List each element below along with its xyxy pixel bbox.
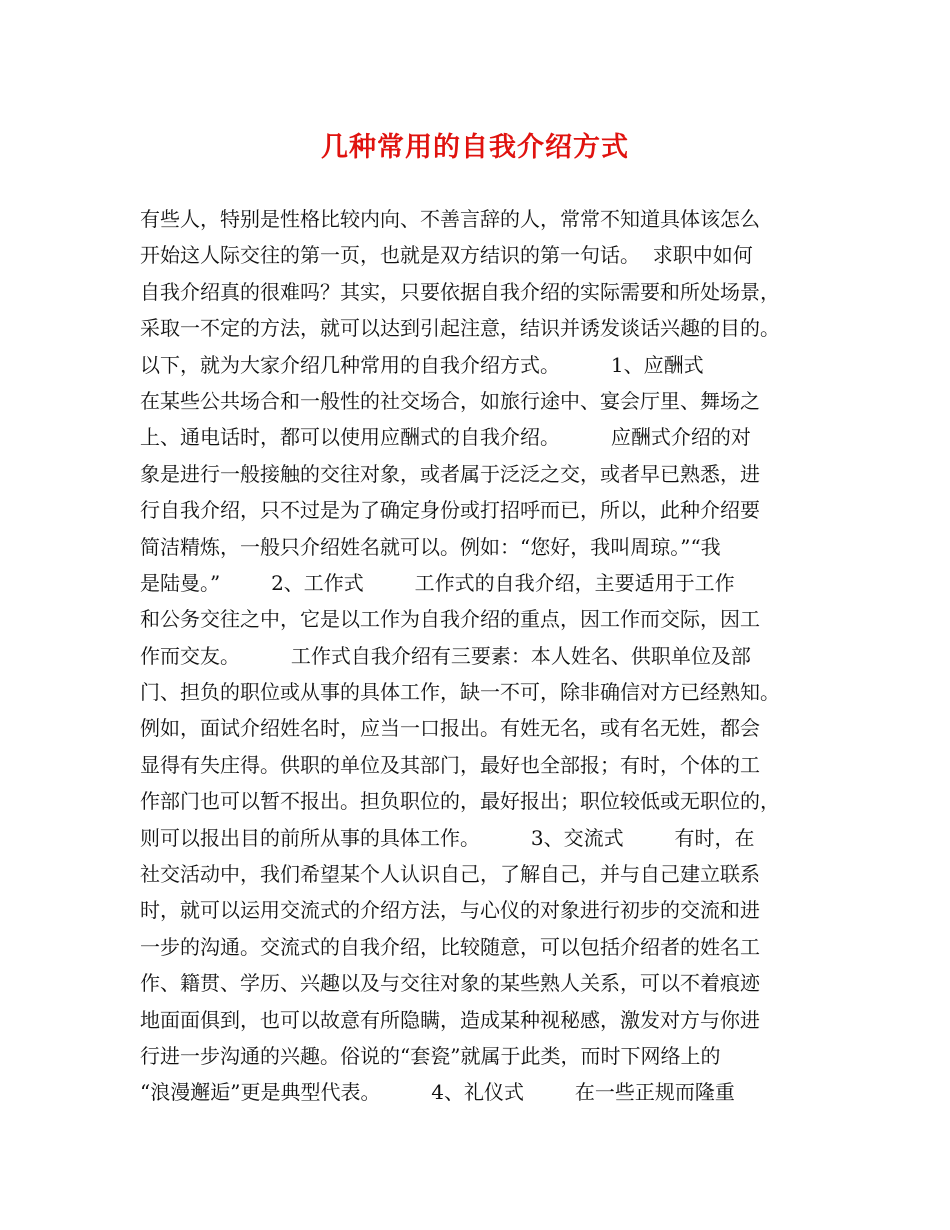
body-text-line: 和公务交往之中，它是以工作为自我介绍的重点，因工作而交际，因工 [140,607,760,632]
body-text-line: 社交活动中，我们希望某个人认识自己，了解自己，并与自己建立联系 [140,862,760,887]
body-text-line: 显得有失庄得。供职的单位及其部门，最好也全部报；有时，个体的工 [140,752,760,777]
body-text-line: 上、通电话时，都可以使用应酬式的自我介绍。 应酬式介绍的对 [140,425,751,450]
body-text-line: 象是进行一般接触的交往对象，或者属于泛泛之交，或者早已熟悉，进 [140,461,760,486]
body-text-line: 门、担负的职位或从事的具体工作，缺一不可，除非确信对方已经熟知。 [140,680,780,705]
body-text-line: 自我介绍真的很难吗？其实，只要依据自我介绍的实际需要和所处场景， [140,279,780,304]
body-text-line: 作、籍贯、学历、兴趣以及与交往对象的某些熟人关系，可以不着痕迹 [140,971,760,996]
body-text-line: 作部门也可以暂不报出。担负职位的，最好报出；职位较低或无职位的， [140,789,780,814]
body-text-line: 在某些公共场合和一般性的社交场合，如旅行途中、宴会厅里、舞场之 [140,388,760,413]
body-text-line: 开始这人际交往的第一页，也就是双方结识的第一句话。 求职中如何 [140,243,753,268]
document-title: 几种常用的自我介绍方式 [321,132,629,163]
body-text-line: 采取一不定的方法，就可以达到引起注意，结识并诱发谈话兴趣的目的。 [140,316,780,341]
body-text-line: 作而交友。 工作式自我介绍有三要素：本人姓名、供职单位及部 [140,643,751,668]
body-text-line: 有些人，特别是性格比较内向、不善言辞的人，常常不知道具体该怎么 [140,207,760,231]
body-text-line: 简洁精炼，一般只介绍姓名就可以。例如：“您好，我叫周琼。”“我 [140,534,721,559]
body-text-line: 行自我介绍，只不过是为了确定身份或打招呼而已，所以，此种介绍要 [140,498,760,523]
body-text-line: 以下，就为大家介绍几种常用的自我介绍方式。 1、应酬式 [140,352,704,377]
body-text-line: 时，就可以运用交流式的介绍方法，与心仪的对象进行初步的交流和进 [140,898,760,923]
body-text-line: 则可以报出目的前所从事的具体工作。 3、交流式 有时，在 [140,825,755,850]
document-body [140,201,830,1111]
body-text-line: 地面面俱到，也可以故意有所隐瞒，造成某种视秘感，激发对方与你进 [140,1007,760,1032]
body-text-line: 行进一步沟通的兴趣。俗说的“套瓷”就属于此类，而时下网络上的 [140,1043,721,1068]
body-text-line: 是陆曼。” 2、工作式 工作式的自我介绍，主要适用于工作 [140,570,735,595]
body-text-line: “浪漫邂逅”更是典型代表。 4、礼仪式 在一些正规而隆重 [140,1080,735,1105]
body-text-line: 例如，面试介绍姓名时，应当一口报出。有姓无名，或有名无姓，都会 [140,716,760,741]
body-text-line: 一步的沟通。交流式的自我介绍，比较随意，可以包括介绍者的姓名工 [140,934,760,959]
